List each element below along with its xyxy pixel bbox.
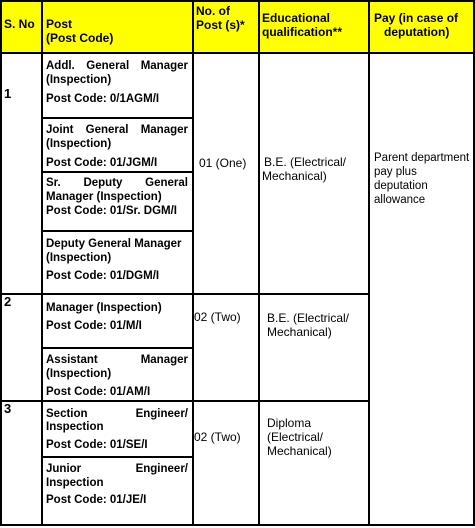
post-am-name2: (Inspection): [46, 368, 112, 380]
row2-num: 02 (Two): [194, 310, 241, 324]
post-dgm-name1: Deputy General Manager: [46, 238, 182, 250]
post-srdgm-name2: Manager (Inspection): [46, 191, 162, 203]
post-jgm-code: Post Code: 01/JGM/I: [46, 157, 158, 169]
header-post-line1: Post: [46, 17, 73, 31]
post-dgm-name2: (Inspection): [46, 252, 112, 264]
header-num-line2: Post (s)*: [196, 18, 245, 32]
header-num-line1: No. of: [196, 4, 230, 18]
row3-edu-line1: Diploma: [267, 416, 312, 430]
post-sep-c: [41, 230, 194, 232]
border-left: [0, 0, 2, 526]
header-sno: S. No: [4, 17, 35, 31]
row-sep-1-2: [0, 293, 370, 295]
post-manager-code: Post Code: 01/M/I: [46, 320, 142, 332]
post-manager-name1: Manager (Inspection): [46, 302, 162, 314]
border-col3: [258, 0, 260, 526]
row1-num: 01 (One): [199, 156, 247, 170]
row3-edu-line3: Mechanical): [267, 444, 332, 458]
post-sep-e: [41, 456, 194, 458]
row3-edu-line2: (Electrical/: [267, 430, 324, 444]
post-sep-a: [41, 117, 194, 119]
post-je-name1: Junior Engineer/: [46, 463, 188, 475]
row1-edu-line1: B.E. (Electrical/: [264, 155, 347, 169]
border-col1: [41, 0, 43, 526]
header-pay-line1: Pay (in case of: [374, 11, 459, 25]
post-dgm-code: Post Code: 01/DGM/I: [46, 270, 160, 282]
post-je-name2: Inspection: [46, 477, 104, 489]
header-pay-line2: deputation): [384, 25, 450, 39]
border-header-bottom: [0, 52, 475, 54]
row1-edu-line2: Mechanical): [262, 169, 327, 183]
post-jgm-name1: Joint General Manager: [46, 124, 188, 136]
post-agm-name2: (Inspection): [46, 74, 112, 86]
post-am-name1: Assistant Manager: [46, 354, 188, 366]
row1-sno: 1: [4, 86, 12, 101]
row2-sno: 2: [4, 294, 12, 309]
post-agm-code: Post Code: 0/1AGM/I: [46, 93, 160, 105]
post-am-code: Post Code: 01/AM/I: [46, 386, 151, 398]
pay-line2: pay plus: [374, 166, 417, 178]
post-jgm-name2: (Inspection): [46, 138, 112, 150]
post-srdgm-name1: Sr. Deputy General: [46, 177, 188, 189]
border-col2: [192, 0, 194, 526]
header-post-line2: (Post Code): [46, 31, 114, 45]
post-se-code: Post Code: 01/SE/I: [46, 439, 148, 451]
pay-line3: deputation: [374, 180, 428, 192]
header-edu-line2: qualification**: [262, 25, 343, 39]
post-je-code: Post Code: 01/JE/I: [46, 494, 147, 506]
header-edu-line1: Educational: [262, 11, 331, 25]
row-sep-2-3: [0, 400, 370, 402]
row2-edu-line1: B.E. (Electrical/: [267, 311, 350, 325]
post-srdgm-code: Post Code: 01/Sr. DGM/I: [46, 205, 177, 217]
pay-line1: Parent department: [374, 152, 470, 164]
post-sep-b: [41, 171, 194, 173]
pay-line4: allowance: [374, 194, 426, 206]
post-se-name1: Section Engineer/: [46, 408, 188, 420]
border-col4: [368, 0, 370, 526]
post-sep-d: [41, 347, 194, 349]
border-top: [0, 0, 475, 2]
post-agm-name1: Addl. General Manager: [46, 60, 188, 72]
post-se-name2: Inspection: [46, 421, 104, 433]
row3-num: 02 (Two): [194, 430, 241, 444]
border-bottom: [0, 524, 475, 526]
row2-edu-line2: Mechanical): [267, 325, 332, 339]
row3-sno: 3: [4, 401, 12, 416]
